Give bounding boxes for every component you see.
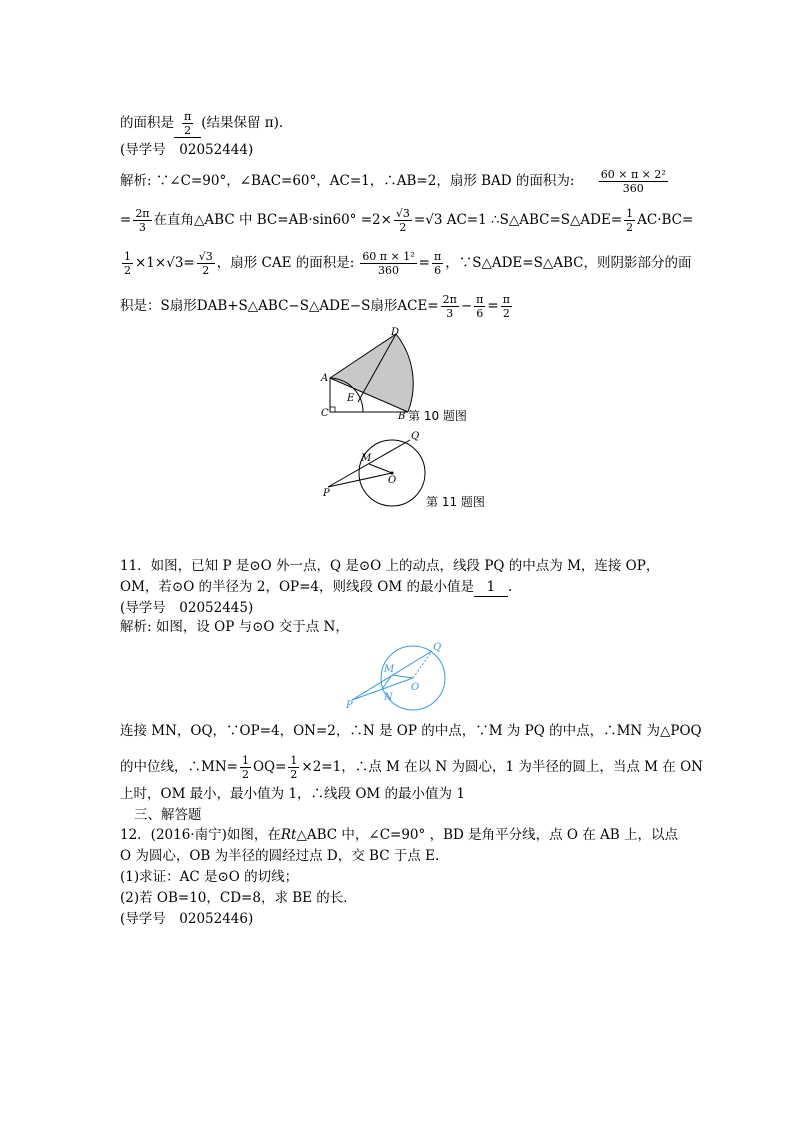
frac-den: 2: [290, 768, 298, 781]
p11-q-end: .: [507, 579, 513, 595]
p10-line1-post: (结果保留 π).: [201, 115, 284, 131]
frac-den: 2: [241, 768, 249, 781]
frac: [240, 754, 251, 781]
p10-sol-line2: [120, 207, 693, 234]
p12-line3: (1)求证：AC 是⊙O 的切线；: [120, 869, 299, 885]
segment-mo: [369, 464, 392, 473]
frac-num: π: [476, 293, 484, 306]
p10-guide: (导学号 02052444): [120, 142, 254, 158]
p11-sol-line4: 上时，OM 最小，最小值为 1，∴线段 OM 的最小值为 1: [120, 786, 465, 802]
p10-answer-line: [120, 110, 283, 138]
frac: [122, 250, 133, 277]
frac-den: 2: [626, 221, 634, 234]
frac-num: 60 × π × 2²: [600, 168, 666, 181]
frac: [394, 207, 412, 234]
p10-sol2-text2: =√3 AC=1 ∴S△ABC=S△ADE=: [413, 212, 623, 228]
p10-sol4-text: 积是：S扇形DAB+S△ABC−S△ADE−S扇形ACE=: [120, 298, 439, 314]
frac: [624, 207, 635, 234]
p10-sol3-text: ×1×√3=: [135, 255, 195, 271]
p10-sol2-text3: AC·BC=: [637, 212, 694, 228]
p10-sol1-frac: [599, 168, 668, 195]
eq-sign: =: [120, 212, 132, 228]
label-o: O: [411, 682, 420, 693]
label-d: D: [391, 327, 400, 338]
p10-answer: [174, 110, 201, 138]
p12-rt: Rt: [280, 827, 297, 843]
right-angle-mark: [330, 407, 335, 412]
label-e: E: [347, 393, 355, 404]
shaded-region: [330, 334, 413, 412]
label-m: M: [361, 453, 372, 464]
frac-num: 2π: [135, 207, 150, 220]
frac: [288, 754, 299, 781]
frac: [133, 207, 151, 234]
p10-sol1-text: 解析: ∵∠C=90°，∠BAC=60°，AC=1，∴AB=2，扇形 BAD 的面积为:: [120, 173, 575, 189]
label-n: N: [384, 692, 393, 703]
frac-den: 2: [502, 307, 510, 320]
frac: [197, 250, 215, 277]
p11-guide: (导学号 02052445): [120, 600, 254, 616]
p11-sol-line1: 解析: 如图，设 OP 与⊙O 交于点 N，: [120, 619, 349, 635]
frac-den: 6: [434, 264, 442, 277]
p10-sol3-text3: ，∵S△ADE=S△ABC，则阴影部分的面: [445, 255, 692, 271]
frac-den: 2: [124, 264, 131, 277]
frac-den: 3: [446, 307, 454, 320]
figure-11-solution: [340, 638, 450, 718]
section-heading: 三、解答题: [134, 807, 202, 823]
p10-sol-line1: [120, 168, 670, 195]
frac: [360, 250, 416, 277]
label-b: B: [398, 411, 406, 422]
figure-10: [318, 326, 418, 422]
frac: [441, 293, 459, 320]
p11-sol3-text: 的中位线，∴MN=: [120, 759, 238, 775]
frac-num: 1: [626, 207, 634, 220]
frac-num: √3: [198, 250, 213, 263]
frac-den: 2: [202, 264, 210, 277]
p10-answer-num: π: [184, 110, 192, 123]
label-o: O: [388, 475, 397, 486]
label-c: C: [321, 408, 329, 419]
frac-num: 2π: [442, 293, 457, 306]
p11-answer: 1: [474, 578, 508, 597]
p12-line1: [120, 826, 678, 844]
frac-num: π: [502, 293, 510, 306]
frac: [501, 293, 512, 320]
frac: [432, 250, 443, 277]
p12-line1-post: △ABC 中，∠C=90° ，BD 是角平分线，点 O 在 AB 上，以点: [296, 827, 679, 843]
p12-line2: O 为圆心，OB 为半径的圆经过点 D，交 BC 于点 E.: [120, 848, 440, 864]
segment-po: [328, 473, 392, 487]
frac-num: 1: [290, 754, 298, 767]
frac: [474, 293, 485, 320]
p12-guide: (导学号 02052446): [120, 911, 254, 927]
p11-sol-line3: [120, 754, 703, 781]
frac-num: √3: [395, 207, 410, 220]
segment-mo: [392, 675, 413, 678]
p11-sol3-text3: ×2=1，∴点 M 在以 N 为圆心，1 为半径的圆上，当点 M 在 ON: [301, 759, 703, 775]
label-q: Q: [411, 431, 420, 442]
p10-sol-line3: [120, 250, 691, 277]
fig11-caption: 第 11 题图: [426, 495, 485, 509]
p11-q-text: OM，若⊙O 的半径为 2，OP=4，则线段 OM 的最小值是: [120, 579, 474, 595]
p12-line1-pre: 12．(2016·南宁)如图，在: [120, 827, 281, 843]
p11-sol3-text2: OQ=: [252, 759, 287, 775]
label-a: A: [321, 373, 329, 384]
frac-num: 1: [241, 754, 249, 767]
eq-sign: =: [487, 298, 499, 314]
label-p: P: [346, 700, 353, 711]
p12-line4: (2)若 OB=10，CD=8，求 BE 的长．: [120, 890, 357, 906]
figure-11: [318, 428, 428, 514]
eq-sign: =: [418, 255, 430, 271]
frac-den: 3: [138, 221, 146, 234]
fig10-caption: 第 10 题图: [408, 409, 467, 423]
minus-sign: −: [460, 298, 473, 314]
p11-question-line1: 11．如图，已知 P 是⊙O 外一点，Q 是⊙O 上的动点，线段 PQ 的中点为 M，连接 OP，: [120, 558, 660, 574]
frac-num: 1: [124, 250, 131, 263]
frac-den: 360: [377, 264, 399, 277]
label-m: M: [384, 664, 395, 675]
p10-sol2-text: 在直角△ABC 中 BC=AB·sin60° =2×: [153, 212, 392, 228]
p10-sol3-text2: ，扇形 CAE 的面积是:: [216, 255, 355, 271]
p11-question-line2: [120, 578, 512, 597]
frac-num: 60 π × 1²: [362, 250, 415, 263]
frac-den: 6: [476, 307, 484, 320]
frac-num: π: [433, 250, 442, 263]
frac-den: 360: [622, 182, 644, 195]
label-q: Q: [433, 642, 442, 653]
frac-den: 2: [399, 221, 407, 234]
p10-line1-pre: 的面积是: [120, 115, 174, 131]
p10-sol-line4: [120, 293, 514, 320]
p10-answer-den: 2: [184, 124, 192, 137]
segment-oq: [413, 651, 432, 678]
label-p: P: [323, 488, 330, 499]
p11-sol-line2: 连接 MN，OQ，∵OP=4，ON=2，∴N 是 OP 的中点，∵M 为 PQ 的中点，∴MN 为△POQ: [120, 723, 702, 739]
